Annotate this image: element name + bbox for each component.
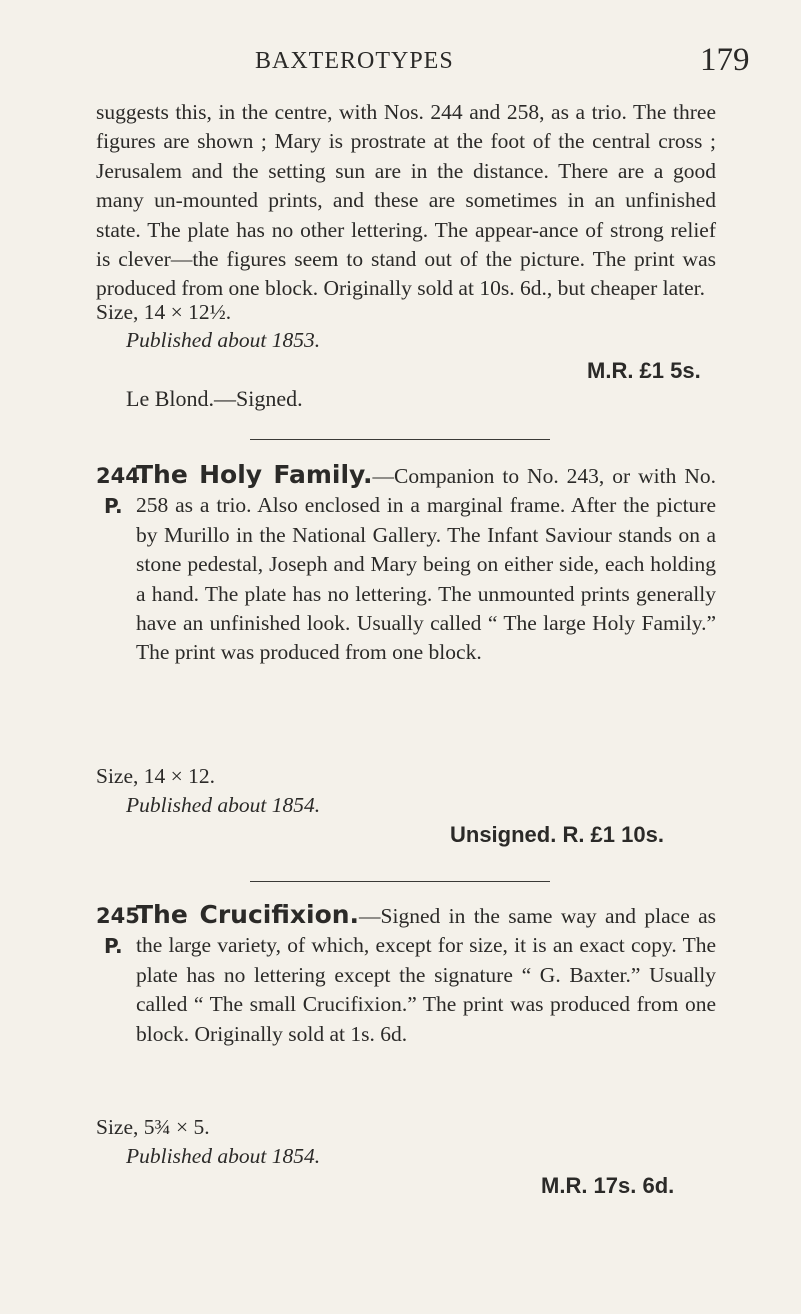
entry-245-text: —Signed in the same way and place as the large variety, of which, except for size, it is an exact copy. The plate has no lettering except the signature “ G. Baxter.” Usually called “ The small Crucifixion.” The print was produced from one block. Originally sold at 1s. 6d. xyxy=(136,904,716,1046)
entry-243-continuation xyxy=(96,98,716,304)
entry-243-price: M.R. £1 5s. xyxy=(587,358,701,383)
entry-245-body xyxy=(136,900,716,1049)
entry-245-size: Size, 5¾ × 5. xyxy=(96,1115,210,1139)
entry-244-price: Unsigned. R. £1 10s. xyxy=(450,822,664,847)
entry-244-body xyxy=(136,460,716,668)
divider xyxy=(250,439,550,440)
entry-245-price: M.R. 17s. 6d. xyxy=(541,1173,675,1198)
entry-244-size: Size, 14 × 12. xyxy=(96,764,216,788)
entry-title: The Holy Family. xyxy=(136,460,373,489)
entry-243-published: Published about 1853. xyxy=(126,328,321,352)
entry-mark: P. xyxy=(104,934,123,958)
entry-number: 244. xyxy=(96,464,148,488)
running-head: BAXTEROTYPES xyxy=(255,48,454,74)
page-number: 179 xyxy=(700,42,750,78)
entry-243-signed: Le Blond.—Signed. xyxy=(126,386,303,411)
entry-243-text: suggests this, in the centre, with Nos. 244 and 258, as a trio. The three figures are shown ; Mary is prostrate at the foot of the central cross ; Jerusalem and the setting sun are in the distance. There are a good many un-mounted prints, and these are sometimes in an unfinished state. The plate has no other lettering. The appear-ance of strong relief is clever—the figures seem to stand out of the picture. The print was produced from one block. Originally sold at 10s. 6d., but cheaper later. xyxy=(96,100,716,301)
entry-243-size: Size, 14 × 12½. xyxy=(96,300,232,324)
divider xyxy=(250,881,550,882)
entry-245-published: Published about 1854. xyxy=(126,1144,321,1168)
entry-title: The Crucifixion. xyxy=(136,900,360,929)
entry-mark: P. xyxy=(104,494,123,518)
entry-244-published: Published about 1854. xyxy=(126,793,321,817)
entry-244-text: —Companion to No. 243, or with No. 258 as a trio. Also enclosed in a marginal frame. After the picture by Murillo in the National Gallery. The Infant Saviour stands on a stone pedestal, Joseph and Mary being on either side, each holding a hand. The plate has no lettering. The unmounted prints generally have an unfinished look. Usually called “ The large Holy Family.” The print was produced from one block. xyxy=(136,464,716,665)
entry-number: 245. xyxy=(96,904,148,928)
page-header xyxy=(0,42,801,82)
